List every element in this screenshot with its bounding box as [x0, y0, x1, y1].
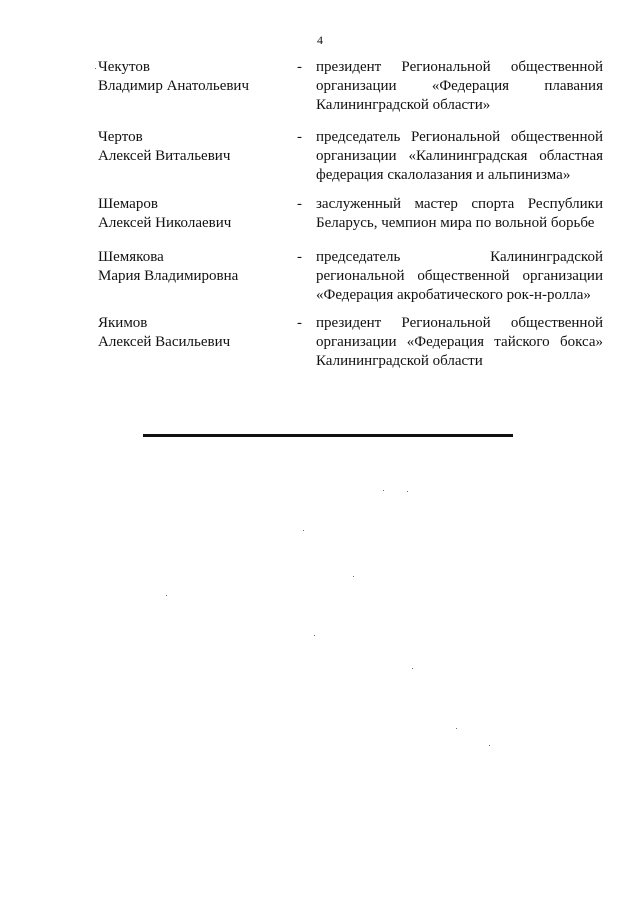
person-name: [98, 128, 288, 166]
position-line: организации «Федерация плавания: [316, 78, 603, 94]
position-line: региональной общественной организации: [316, 268, 603, 284]
person-name: [98, 248, 288, 286]
scan-speck: [456, 728, 457, 729]
position-description: [316, 314, 603, 371]
position-line: председатель Региональной общественной: [316, 129, 603, 145]
position-line: организации «Калининградская областная: [316, 148, 603, 164]
position-line: «Федерация акробатического рок-н-ролла»: [316, 287, 591, 303]
position-description: [316, 128, 603, 185]
position-description: [316, 248, 603, 305]
person-name: [98, 58, 288, 96]
position-line: Калининградской области: [316, 353, 483, 369]
scan-speck: [314, 635, 315, 636]
position-line: заслуженный мастер спорта Республики: [316, 196, 603, 212]
scan-speck: [95, 68, 96, 69]
given-names: Мария Владимировна: [98, 268, 239, 284]
person-name: [98, 314, 288, 352]
surname: Чертов: [98, 129, 143, 145]
given-names: Алексей Васильевич: [98, 334, 231, 350]
scan-speck: [407, 491, 408, 492]
surname: Якимов: [98, 315, 148, 331]
position-line: Калининградской области»: [316, 97, 491, 113]
dash-separator: -: [297, 129, 302, 145]
scan-speck: [353, 576, 354, 577]
position-line: президент Региональной общественной: [316, 59, 603, 75]
end-of-list-rule: [143, 434, 513, 437]
surname: Шемякова: [98, 249, 164, 265]
given-names: Владимир Анатольевич: [98, 78, 250, 94]
person-name: [98, 195, 288, 233]
scan-speck: [303, 530, 304, 531]
position-line: федерация скалолазания и альпинизма»: [316, 167, 571, 183]
surname: Чекутов: [98, 59, 150, 75]
scan-speck: [489, 745, 490, 746]
given-names: Алексей Николаевич: [98, 215, 232, 231]
dash-separator: -: [297, 196, 302, 212]
scan-speck: [383, 490, 384, 491]
dash-separator: -: [297, 249, 302, 265]
position-line: Беларусь, чемпион мира по вольной борьбе: [316, 215, 595, 231]
dash-separator: -: [297, 315, 302, 331]
given-names: Алексей Витальевич: [98, 148, 231, 164]
position-line: председатель Калининградской: [316, 249, 603, 265]
position-description: [316, 195, 603, 233]
dash-separator: -: [297, 59, 302, 75]
position-description: [316, 58, 603, 115]
position-line: президент Региональной общественной: [316, 315, 603, 331]
position-line: организации «Федерация тайского бокса»: [316, 334, 603, 350]
page-number: 4: [317, 33, 323, 47]
surname: Шемаров: [98, 196, 158, 212]
scan-speck: [166, 595, 167, 596]
scan-speck: [412, 668, 413, 669]
